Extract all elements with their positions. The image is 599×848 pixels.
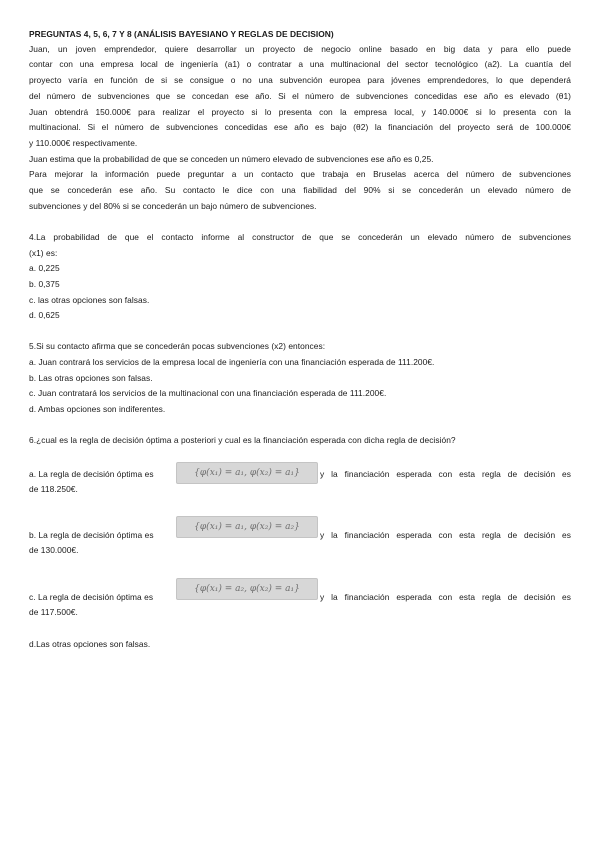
q5-option-c: c. Juan contratará los servicios de la multinacional con una financiación esperada de 111.200€. <box>29 388 387 398</box>
intro-line-9: Para mejorar la información puede preguntar a un contacto que trabaja en Bruselas acerca del número de subvenciones <box>29 169 571 179</box>
q6-option-b-after: y la financiación esperada con esta regla de decisión es <box>320 530 571 540</box>
intro-line-5: Juan obtendrá 150.000€ para realizar el proyecto si lo presenta con la empresa local, y 140.000€ si lo presenta con la <box>29 107 571 117</box>
q6-option-a-after: y la financiación esperada con esta regla de decisión es <box>320 469 571 479</box>
q6-option-b-formula-image: {φ(x₁) = a₁, φ(x₂) = a₂} <box>176 516 318 538</box>
q4-stem-line-2: (x1) es: <box>29 248 58 258</box>
intro-line-4: del número de subvenciones que se concedan ese año. Si el número de subvenciones concedidas ese año es elevado (θ1) <box>29 91 571 101</box>
intro-line-1: Juan, un joven emprendedor, quiere desarrollar un proyecto de negocio online basado en big data y para ello puede <box>29 44 571 54</box>
q6-option-c-before: c. La regla de decisión óptima es <box>29 592 154 602</box>
intro-line-8: Juan estima que la probabilidad de que se conceden un número elevado de subvenciones ese año es 0,25. <box>29 154 434 164</box>
q6-option-c-after: y la financiación esperada con esta regla de decisión es <box>320 592 571 602</box>
heading: PREGUNTAS 4, 5, 6, 7 Y 8 (ANÁLISIS BAYESIANO Y REGLAS DE DECISION) <box>29 29 334 39</box>
q6-option-b-line2: de 130.000€. <box>29 545 79 555</box>
q6-option-a-formula-image: {φ(x₁) = a₁, φ(x₂) = a₁} <box>176 462 318 484</box>
q4-stem-line-1: 4.La probabilidad de que el contacto informe al constructor de que se concederán un elevado número de subvenciones <box>29 232 571 242</box>
intro-line-6: multinacional. Si el número de subvenciones concedidas ese año es bajo (θ2) la financiación del proyecto será de 100.000€ <box>29 122 571 132</box>
intro-line-7: y 110.000€ respectivamente. <box>29 138 138 148</box>
q5-option-d: d. Ambas opciones son indiferentes. <box>29 404 166 414</box>
q4-option-c: c. las otras opciones son falsas. <box>29 295 150 305</box>
intro-line-11: subvenciones y del 80% si se concederán un bajo número de subvenciones. <box>29 201 317 211</box>
q6-option-b-before: b. La regla de decisión óptima es <box>29 530 154 540</box>
intro-line-10: que se concederán ese año. Su contacto le dice con una fiabilidad del 90% si se concederán un elevado número de <box>29 185 571 195</box>
q4-option-d: d. 0,625 <box>29 310 60 320</box>
intro-line-2: contar con una empresa local de ingeniería (a1) o contratar a una multinacional del sector tecnológico (a2). La cuantía del <box>29 59 571 69</box>
q6-option-a-before: a. La regla de decisión óptima es <box>29 469 154 479</box>
intro-line-3: proyecto varía en función de si se consigue o no una subvención europea para jóvenes emprendedores, lo que dependerá <box>29 75 571 85</box>
q4-option-b: b. 0,375 <box>29 279 60 289</box>
q6-option-d: d.Las otras opciones son falsas. <box>29 639 151 649</box>
q4-option-a: a. 0,225 <box>29 263 60 273</box>
q6-option-c-formula-image: {φ(x₁) = a₂, φ(x₂) = a₁} <box>176 578 318 600</box>
q5-stem: 5.Si su contacto afirma que se concederán pocas subvenciones (x2) entonces: <box>29 341 326 351</box>
q5-option-a: a. Juan contrará los servicios de la empresa local de ingeniería con una financiación esperada de 111.200€. <box>29 357 435 367</box>
q6-stem: 6.¿cual es la regla de decisión óptima a posteriori y cual es la financiación esperada con dicha regla de decisión? <box>29 435 456 445</box>
q5-option-b: b. Las otras opciones son falsas. <box>29 373 153 383</box>
q6-option-c-line2: de 117.500€. <box>29 607 78 617</box>
q6-option-a-line2: de 118.250€. <box>29 484 78 494</box>
